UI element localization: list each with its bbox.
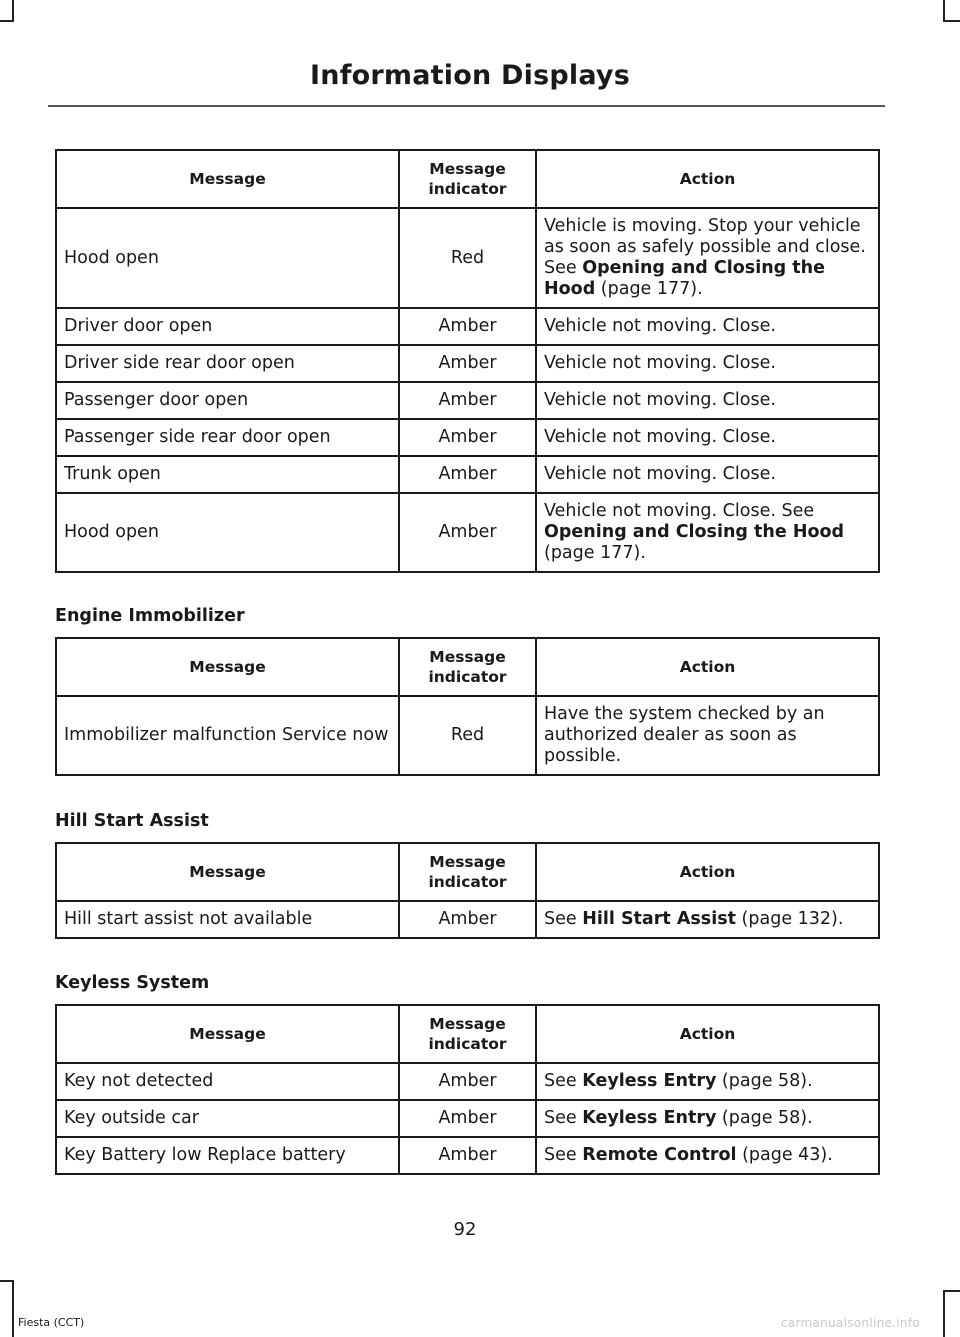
page-title: Information Displays	[310, 60, 630, 91]
message-cell: Key outside car	[56, 1100, 399, 1137]
page-reference-link[interactable]: Opening and Closing the Hood	[544, 522, 845, 542]
indicator-cell: Amber	[399, 901, 536, 938]
crop-mark	[12, 0, 14, 22]
crop-mark	[0, 1280, 14, 1282]
action-cell: Vehicle not moving. Close.	[536, 308, 879, 345]
action-cell: Vehicle not moving. Close. See Opening and Closing the Hood (page 177).	[536, 493, 879, 572]
table-row	[56, 345, 879, 382]
table-row	[56, 308, 879, 345]
column-header-message: Message	[56, 843, 399, 901]
footer-model: Fiesta (CCT)	[18, 1316, 85, 1329]
page-number: 92	[453, 1219, 477, 1240]
column-header-indicator: Message indicator	[399, 150, 536, 208]
column-header-action: Action	[536, 1005, 879, 1063]
indicator-cell: Amber	[399, 456, 536, 493]
page-reference-link[interactable]: Opening and Closing the Hood	[544, 258, 825, 299]
header-divider	[48, 105, 885, 107]
watermark: carmanualsonline.info	[780, 1316, 920, 1330]
action-cell: See Keyless Entry (page 58).	[536, 1063, 879, 1100]
action-cell: Have the system checked by an authorized dealer as soon as possible.	[536, 696, 879, 775]
crop-mark	[0, 20, 14, 22]
indicator-cell: Amber	[399, 308, 536, 345]
column-header-message: Message	[56, 1005, 399, 1063]
message-cell: Driver side rear door open	[56, 345, 399, 382]
indicator-cell: Amber	[399, 419, 536, 456]
message-cell: Key Battery low Replace battery	[56, 1137, 399, 1174]
table-row	[56, 208, 879, 308]
page-reference-link[interactable]: Keyless Entry	[582, 1108, 717, 1128]
table-row	[56, 1100, 879, 1137]
action-cell: Vehicle not moving. Close.	[536, 419, 879, 456]
action-cell: Vehicle not moving. Close.	[536, 345, 879, 382]
section-title-keyless-system: Keyless System	[55, 973, 210, 993]
crop-mark	[12, 1280, 14, 1337]
message-cell: Passenger door open	[56, 382, 399, 419]
table-row	[56, 456, 879, 493]
indicator-cell: Red	[399, 696, 536, 775]
column-header-indicator: Message indicator	[399, 1005, 536, 1063]
section-title-hill-start-assist: Hill Start Assist	[55, 811, 209, 831]
action-cell: Vehicle is moving. Stop your vehicle as soon as safely possible and close. See Opening and Closing the Hood (page 177).	[536, 208, 879, 308]
table-row	[56, 901, 879, 938]
action-cell: See Remote Control (page 43).	[536, 1137, 879, 1174]
column-header-message: Message	[56, 638, 399, 696]
crop-mark	[943, 0, 945, 22]
action-cell: Vehicle not moving. Close.	[536, 456, 879, 493]
page-reference-link[interactable]: Keyless Entry	[582, 1071, 717, 1091]
indicator-cell: Amber	[399, 382, 536, 419]
message-cell: Immobilizer malfunction Service now	[56, 696, 399, 775]
table-row	[56, 696, 879, 775]
indicator-cell: Red	[399, 208, 536, 308]
message-table-keyless	[55, 1004, 880, 1175]
message-table-doors	[55, 149, 880, 573]
table-row	[56, 493, 879, 572]
message-cell: Passenger side rear door open	[56, 419, 399, 456]
crop-mark	[943, 1290, 960, 1292]
crop-mark	[943, 20, 960, 22]
table-row	[56, 382, 879, 419]
table-row	[56, 419, 879, 456]
message-cell: Hood open	[56, 208, 399, 308]
column-header-action: Action	[536, 638, 879, 696]
column-header-action: Action	[536, 843, 879, 901]
message-table-hill-start	[55, 842, 880, 939]
message-cell: Hood open	[56, 493, 399, 572]
crop-mark	[943, 1290, 945, 1337]
indicator-cell: Amber	[399, 1100, 536, 1137]
indicator-cell: Amber	[399, 1137, 536, 1174]
column-header-message: Message	[56, 150, 399, 208]
message-cell: Hill start assist not available	[56, 901, 399, 938]
indicator-cell: Amber	[399, 1063, 536, 1100]
column-header-indicator: Message indicator	[399, 638, 536, 696]
action-cell: See Keyless Entry (page 58).	[536, 1100, 879, 1137]
message-cell: Trunk open	[56, 456, 399, 493]
action-cell: See Hill Start Assist (page 132).	[536, 901, 879, 938]
indicator-cell: Amber	[399, 345, 536, 382]
column-header-indicator: Message indicator	[399, 843, 536, 901]
message-table-immobilizer	[55, 637, 880, 776]
message-cell: Driver door open	[56, 308, 399, 345]
page-reference-link[interactable]: Hill Start Assist	[582, 909, 736, 929]
table-row	[56, 1137, 879, 1174]
action-cell: Vehicle not moving. Close.	[536, 382, 879, 419]
indicator-cell: Amber	[399, 493, 536, 572]
table-row	[56, 1063, 879, 1100]
page-reference-link[interactable]: Remote Control	[582, 1145, 737, 1165]
section-title-engine-immobilizer: Engine Immobilizer	[55, 606, 245, 626]
column-header-action: Action	[536, 150, 879, 208]
message-cell: Key not detected	[56, 1063, 399, 1100]
